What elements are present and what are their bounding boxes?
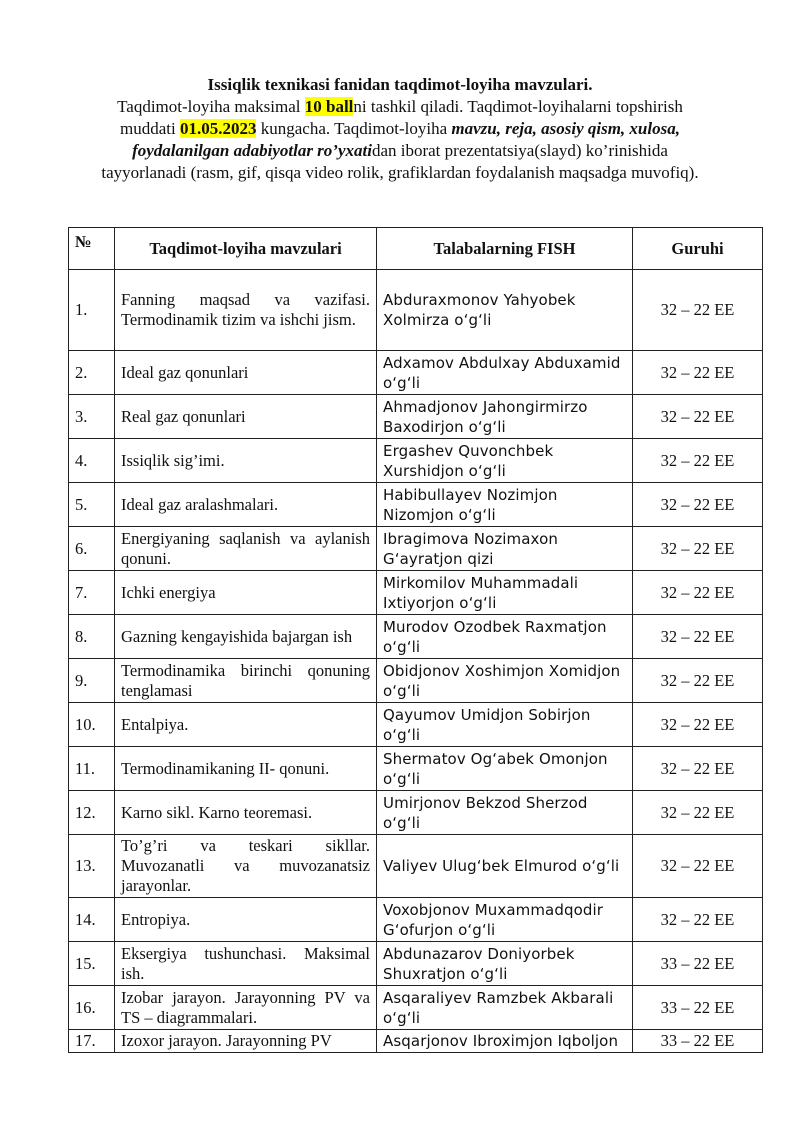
row-number: 12. — [69, 791, 115, 835]
group-cell: 33 – 22 EE — [633, 986, 763, 1030]
document-header — [100, 74, 700, 184]
group-cell: 32 – 22 EE — [633, 527, 763, 571]
group-cell: 32 – 22 EE — [633, 483, 763, 527]
topic-cell: Ideal gaz qonunlari — [115, 351, 377, 395]
group-cell: 32 – 22 EE — [633, 703, 763, 747]
student-name-cell: Ergashev Quvonchbek Xurshidjon o‘g‘li — [377, 439, 633, 483]
topic-cell: Energiyaning saqlanish va aylanish qonuni. — [115, 527, 377, 571]
topic-cell: Izobar jarayon. Jarayonning PV va TS – diagrammalari. — [115, 986, 377, 1030]
student-name-cell: Abdunazarov Doniyorbek Shuxratjon o‘g‘li — [377, 942, 633, 986]
student-name-cell: Obidjonov Xoshimjon Xomidjon o‘g‘li — [377, 659, 633, 703]
row-number: 16. — [69, 986, 115, 1030]
table-row — [69, 571, 763, 615]
topic-cell: Real gaz qonunlari — [115, 395, 377, 439]
table-header-row — [69, 228, 763, 270]
topic-cell: Karno sikl. Karno teoremasi. — [115, 791, 377, 835]
topic-cell: Termodinamika birinchi qonuning tenglamasi — [115, 659, 377, 703]
group-cell: 32 – 22 EE — [633, 791, 763, 835]
table-row — [69, 527, 763, 571]
topic-cell: To’g’ri va teskari sikllar. Muvozanatli va muvozanatsiz jarayonlar. — [115, 835, 377, 898]
student-name-cell: Ahmadjonov Jahongirmirzo Baxodirjon o‘g‘li — [377, 395, 633, 439]
topic-cell: Fanning maqsad va vazifasi. Termodinamik tizim va ishchi jism. — [115, 270, 377, 351]
group-cell: 32 – 22 EE — [633, 898, 763, 942]
group-cell: 32 – 22 EE — [633, 270, 763, 351]
student-name-cell: Asqarjonov Ibroximjon Iqboljon — [377, 1030, 633, 1053]
student-name-cell: Valiyev Ulug‘bek Elmurod o‘g‘li — [377, 835, 633, 898]
student-name-cell: Shermatov Og‘abek Omonjon o‘g‘li — [377, 747, 633, 791]
table-row — [69, 659, 763, 703]
instructions-paragraph — [100, 96, 700, 184]
document-title: Issiqlik texnikasi fanidan taqdimot-loyiha mavzulari. — [207, 75, 593, 94]
group-cell: 32 – 22 EE — [633, 439, 763, 483]
group-cell: 32 – 22 EE — [633, 835, 763, 898]
column-header-student: Talabalarning FISH — [377, 228, 633, 270]
row-number: 11. — [69, 747, 115, 791]
group-cell: 33 – 22 EE — [633, 1030, 763, 1053]
group-cell: 32 – 22 EE — [633, 659, 763, 703]
group-cell: 33 – 22 EE — [633, 942, 763, 986]
table-row — [69, 747, 763, 791]
topic-cell: Eksergiya tushunchasi. Maksimal ish. — [115, 942, 377, 986]
table-row — [69, 986, 763, 1030]
row-number: 15. — [69, 942, 115, 986]
table-row — [69, 791, 763, 835]
student-name-cell: Abduraxmonov Yahyobek Xolmirza o‘g‘li — [377, 270, 633, 351]
row-number: 10. — [69, 703, 115, 747]
row-number: 4. — [69, 439, 115, 483]
column-header-topic: Taqdimot-loyiha mavzulari — [115, 228, 377, 270]
table-row — [69, 351, 763, 395]
group-cell: 32 – 22 EE — [633, 571, 763, 615]
table-row — [69, 898, 763, 942]
row-number: 17. — [69, 1030, 115, 1053]
student-name-cell: Adxamov Abdulxay Abduxamid o‘g‘li — [377, 351, 633, 395]
student-name-cell: Umirjonov Bekzod Sherzod o‘g‘li — [377, 791, 633, 835]
row-number: 6. — [69, 527, 115, 571]
student-name-cell: Mirkomilov Muhammadali Ixtiyorjon o‘g‘li — [377, 571, 633, 615]
row-number: 14. — [69, 898, 115, 942]
group-cell: 32 – 22 EE — [633, 747, 763, 791]
deadline-highlight: 01.05.2023 — [179, 119, 257, 138]
topics-table — [68, 227, 763, 1053]
row-number: 13. — [69, 835, 115, 898]
table-row — [69, 835, 763, 898]
table-row — [69, 703, 763, 747]
column-header-number: № — [69, 228, 115, 270]
student-name-cell: Ibragimova Nozimaxon G‘ayratjon qizi — [377, 527, 633, 571]
required-sections-text: mavzu, reja, asosiy qism, xulosa, foydalanilgan adabiyotlar ro’yxati — [132, 119, 680, 160]
table-row — [69, 1030, 763, 1053]
column-header-group: Guruhi — [633, 228, 763, 270]
topic-cell: Ideal gaz aralashmalari. — [115, 483, 377, 527]
table-row — [69, 615, 763, 659]
group-cell: 32 – 22 EE — [633, 615, 763, 659]
row-number: 9. — [69, 659, 115, 703]
student-name-cell: Habibullayev Nozimjon Nizomjon o‘g‘li — [377, 483, 633, 527]
row-number: 7. — [69, 571, 115, 615]
student-name-cell: Asqaraliyev Ramzbek Akbarali o‘g‘li — [377, 986, 633, 1030]
topic-cell: Izoxor jarayon. Jarayonning PV — [115, 1030, 377, 1053]
instructions-text-3: kungacha. Taqdimot-loyiha — [256, 119, 452, 138]
table-row — [69, 270, 763, 351]
topic-cell: Issiqlik sig’imi. — [115, 439, 377, 483]
topic-cell: Gazning kengayishida bajargan ish — [115, 615, 377, 659]
instructions-text-4: dan iborat prezentatsiya(slayd) ko’rinishida tayyorlanadi (rasm, gif, qisqa video rolik, grafiklardan foydalanish maqsadga muvofiq). — [101, 141, 699, 182]
topic-cell: Ichki energiya — [115, 571, 377, 615]
table-row — [69, 483, 763, 527]
student-name-cell: Qayumov Umidjon Sobirjon o‘g‘li — [377, 703, 633, 747]
group-cell: 32 – 22 EE — [633, 351, 763, 395]
topic-cell: Entropiya. — [115, 898, 377, 942]
table-row — [69, 395, 763, 439]
row-number: 2. — [69, 351, 115, 395]
row-number: 3. — [69, 395, 115, 439]
row-number: 1. — [69, 270, 115, 351]
row-number: 8. — [69, 615, 115, 659]
student-name-cell: Murodov Ozodbek Raxmatjon o‘g‘li — [377, 615, 633, 659]
instructions-text-2: ni tashkil qiladi. Taqdimot-loyihalarni topshirish muddati — [120, 97, 683, 138]
group-cell: 32 – 22 EE — [633, 395, 763, 439]
topic-cell: Termodinamikaning II- qonuni. — [115, 747, 377, 791]
table-row — [69, 942, 763, 986]
table-row — [69, 439, 763, 483]
max-score-highlight: 10 ball — [304, 97, 354, 116]
instructions-text-1: Taqdimot-loyiha maksimal — [117, 97, 305, 116]
row-number: 5. — [69, 483, 115, 527]
student-name-cell: Voxobjonov Muxammadqodir G‘ofurjon o‘g‘li — [377, 898, 633, 942]
topic-cell: Entalpiya. — [115, 703, 377, 747]
